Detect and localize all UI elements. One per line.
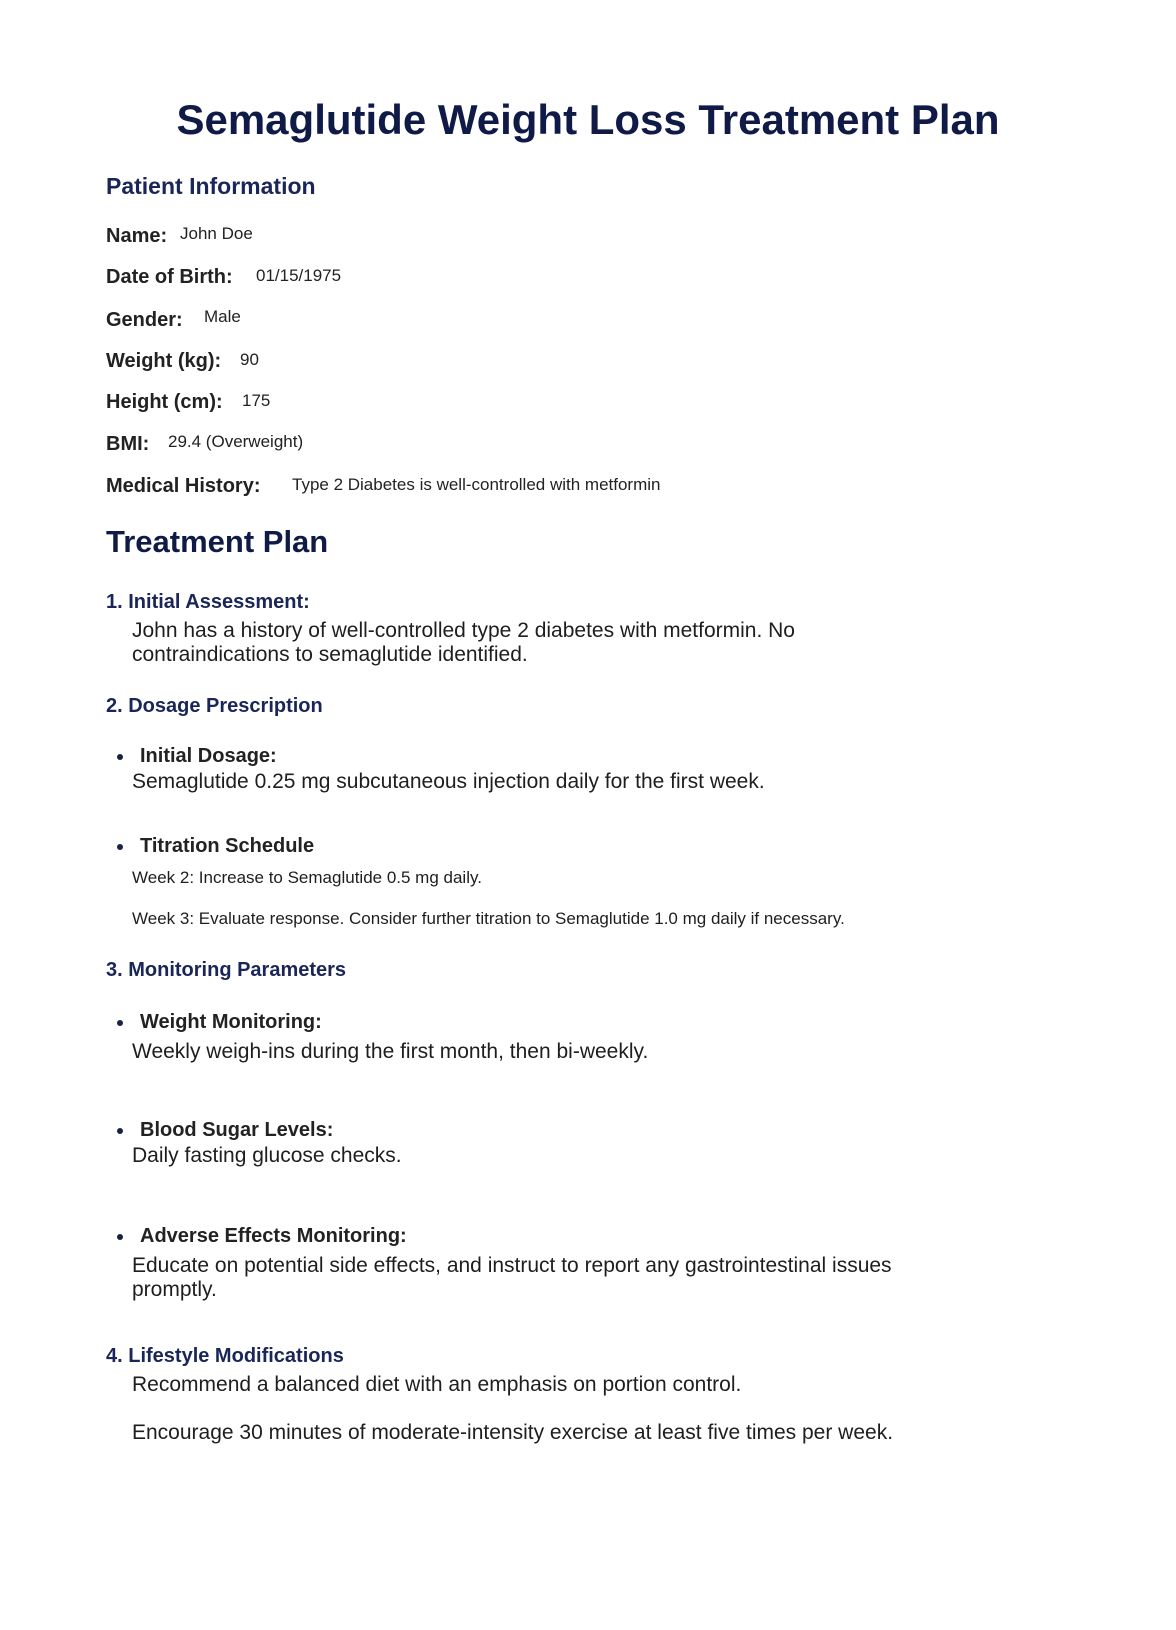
assessment-text-line2: contraindications to semaglutide identified. (132, 643, 528, 666)
lifestyle-heading: 4. Lifestyle Modifications (106, 1345, 344, 1367)
height-label: Height (cm): (106, 391, 223, 413)
dob-label: Date of Birth: (106, 266, 233, 288)
medical-history-label: Medical History: (106, 475, 261, 497)
bullet-icon (117, 1234, 123, 1240)
initial-assessment-heading: 1. Initial Assessment: (106, 591, 310, 613)
medical-history-value: Type 2 Diabetes is well-controlled with metformin (292, 475, 661, 494)
initial-dosage-label: Initial Dosage: (140, 745, 277, 767)
weight-value: 90 (240, 350, 259, 369)
height-value: 175 (242, 391, 271, 410)
dob-value: 01/15/1975 (256, 266, 342, 285)
bmi-value: 29.4 (Overweight) (168, 432, 304, 451)
treatment-plan-heading: Treatment Plan (106, 524, 329, 559)
lifestyle-diet: Recommend a balanced diet with an emphasis on portion control. (132, 1373, 742, 1396)
bmi-label: BMI: (106, 433, 150, 455)
name-value: John Doe (180, 224, 253, 243)
weight-monitoring-label: Weight Monitoring: (140, 1011, 322, 1033)
titration-week2: Week 2: Increase to Semaglutide 0.5 mg daily. (132, 868, 482, 887)
bullet-icon (117, 1128, 123, 1134)
dosage-heading: 2. Dosage Prescription (106, 695, 323, 717)
bullet-icon (117, 844, 123, 850)
initial-dosage-text: Semaglutide 0.25 mg subcutaneous injection daily for the first week. (132, 770, 765, 793)
gender-label: Gender: (106, 309, 183, 331)
weight-label: Weight (kg): (106, 350, 222, 372)
adverse-effects-line2: promptly. (132, 1278, 217, 1301)
adverse-effects-label: Adverse Effects Monitoring: (140, 1225, 407, 1247)
document-title: Semaglutide Weight Loss Treatment Plan (176, 96, 1000, 143)
adverse-effects-line1: Educate on potential side effects, and instruct to report any gastrointestinal issues (132, 1254, 892, 1277)
titration-week3: Week 3: Evaluate response. Consider further titration to Semaglutide 1.0 mg daily if necessary. (132, 909, 845, 928)
assessment-text-line1: John has a history of well-controlled type 2 diabetes with metformin. No (132, 619, 795, 642)
bullet-icon (117, 754, 123, 760)
weight-monitoring-text: Weekly weigh-ins during the first month, then bi-weekly. (132, 1040, 649, 1063)
monitoring-heading: 3. Monitoring Parameters (106, 959, 347, 981)
lifestyle-exercise: Encourage 30 minutes of moderate-intensity exercise at least five times per week. (132, 1421, 894, 1444)
bullet-icon (117, 1020, 123, 1026)
titration-label: Titration Schedule (140, 835, 315, 857)
patient-info-heading: Patient Information (106, 173, 316, 199)
name-label: Name: (106, 225, 168, 247)
blood-sugar-text: Daily fasting glucose checks. (132, 1144, 402, 1167)
gender-value: Male (204, 307, 241, 326)
blood-sugar-label: Blood Sugar Levels: (140, 1119, 334, 1141)
